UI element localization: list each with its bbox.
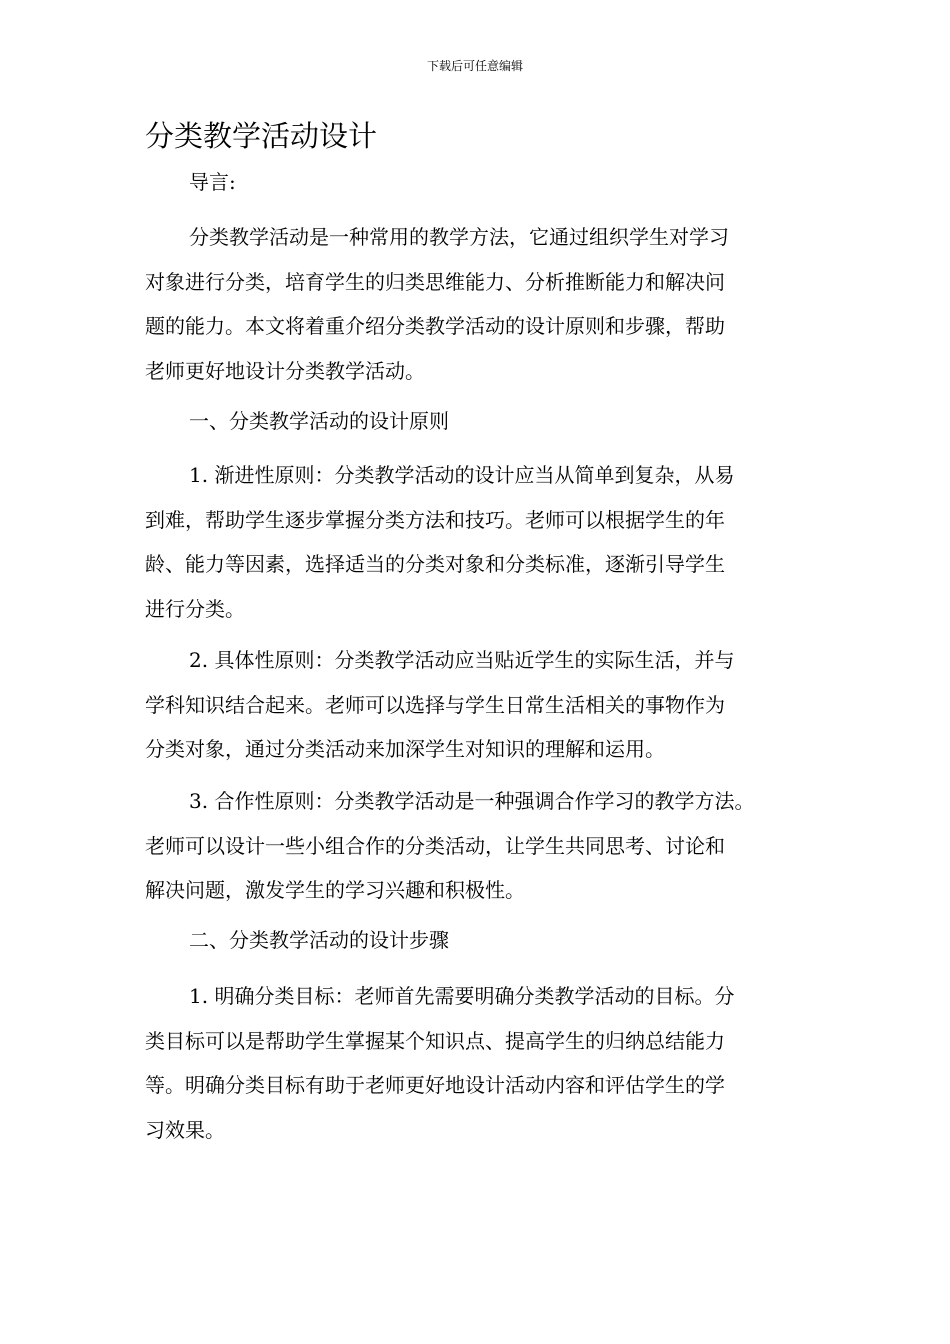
text-line: 3. 合作性原则：分类教学活动是一种强调合作学习的教学方法。	[189, 789, 755, 813]
header-note: 下载后可任意编辑	[426, 59, 523, 73]
text-line: 分类教学活动是一种常用的教学方法，它通过组织学生对学习	[189, 225, 729, 249]
text-line: 二、分类教学活动的设计步骤	[189, 928, 449, 952]
text-line: 解决问题，激发学生的学习兴趣和积极性。	[145, 878, 525, 902]
text-line: 进行分类。	[145, 596, 245, 621]
text-line: 学科知识结合起来。老师可以选择与学生日常生活相关的事物作为	[145, 692, 725, 717]
section-heading-principles	[145, 399, 813, 444]
text-line: 1. 明确分类目标：老师首先需要明确分类教学活动的目标。分	[189, 984, 735, 1008]
paragraph-step-1	[145, 974, 813, 1152]
text-line: 分类对象，通过分类活动来加深学生对知识的理解和运用。	[145, 737, 665, 761]
text-line: 对象进行分类，培育学生的归类思维能力、分析推断能力和解决问	[145, 269, 725, 294]
paragraph-intro	[145, 215, 813, 393]
text-line: 龄、能力等因素，选择适当的分类对象和分类标准，逐渐引导学生	[145, 552, 725, 576]
text-line: 老师更好地设计分类教学活动。	[145, 358, 425, 383]
document-title: 分类教学活动设计	[145, 119, 378, 153]
text-line: 等。明确分类目标有助于老师更好地设计活动内容和评估学生的学	[145, 1073, 725, 1097]
paragraph-principle-3	[145, 779, 813, 913]
text-line: 导言:	[189, 170, 236, 194]
text-line: 到难，帮助学生逐步掌握分类方法和技巧。老师可以根据学生的年	[145, 507, 725, 532]
text-line: 题的能力。本文将着重介绍分类教学活动的设计原则和步骤，帮助	[145, 314, 725, 338]
text-line: 习效果。	[145, 1117, 225, 1142]
paragraph-principle-2	[145, 638, 813, 772]
paragraph-intro-heading	[145, 160, 813, 205]
text-line: 老师可以设计一些小组合作的分类活动，让学生共同思考、讨论和	[145, 833, 725, 858]
paragraph-principle-1	[145, 453, 813, 631]
text-line: 1. 渐进性原则：分类教学活动的设计应当从简单到复杂，从易	[189, 463, 735, 487]
section-heading-steps	[145, 918, 813, 963]
text-line: 类目标可以是帮助学生掌握某个知识点、提高学生的归纳总结能力	[145, 1028, 725, 1053]
text-line: 2. 具体性原则：分类教学活动应当贴近学生的实际生活，并与	[189, 648, 735, 672]
text-line: 一、分类教学活动的设计原则	[189, 409, 449, 433]
